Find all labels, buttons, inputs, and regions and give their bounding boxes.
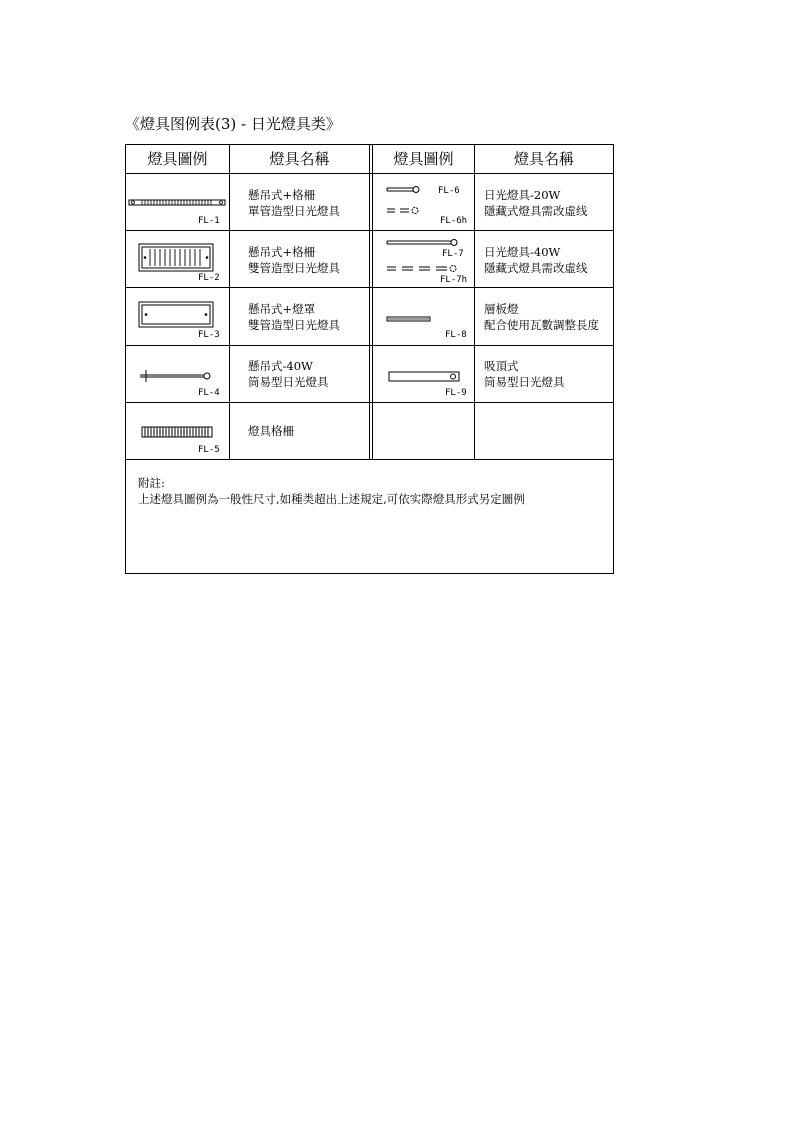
header-symbol-right: 燈具圖例 (393, 150, 454, 168)
symbol-fl-9 (373, 346, 474, 402)
page-title: 《燈具图例表(3) - 日光燈具类》 (125, 115, 341, 133)
header-name-right: 燈具名稱 (513, 150, 574, 168)
symbol-fl-3 (126, 288, 229, 345)
fl-1-code: FL-1 (198, 216, 220, 226)
notes-section (138, 475, 525, 507)
symbol-fl-7 (373, 231, 474, 287)
symbol-fl-8 (373, 288, 474, 345)
fl-6h-code: FL-6h (440, 216, 468, 226)
symbol-fl-5 (126, 403, 229, 459)
symbol-fl-1 (126, 174, 229, 230)
fl-4-code: FL-4 (198, 388, 220, 398)
header-symbol-left: 燈具圖例 (147, 150, 208, 168)
fl-2-name: 懸吊式+格柵 雙管造型日光燈具 (248, 245, 340, 275)
fl-7-name: 日光燈具-40W 隱藏式燈具需改虛线 (484, 245, 588, 275)
notes-text: 上述燈具圖例為一般性尺寸,如種类超出上述規定,可依实際燈具形式另定圖例 (138, 492, 525, 506)
fl-7h-code: FL-7h (440, 275, 468, 285)
fl-7-code: FL-7 (442, 249, 464, 259)
fl-6-code: FL-6 (438, 186, 460, 196)
symbol-fl-2 (126, 231, 229, 287)
notes-label: 附註: (138, 476, 165, 490)
fl-9-name: 吸頂式 筒易型日光燈具 (484, 359, 565, 389)
fl-5-name: 燈具格柵 (248, 424, 294, 438)
symbol-fl-6 (373, 174, 474, 230)
fl-4-name: 懸吊式-40W 筒易型日光燈具 (248, 359, 329, 389)
fl-8-name: 層板燈 配合使用瓦數調整長度 (484, 302, 599, 332)
fl-2-code: FL-2 (198, 273, 220, 283)
header-name-left: 燈具名稱 (269, 150, 330, 168)
fl-6-name: 日光燈具-20W 隱藏式燈具需改虛线 (484, 188, 588, 218)
fl-3-code: FL-3 (198, 330, 220, 340)
symbol-fl-4 (126, 346, 229, 402)
lighting-legend-table (125, 144, 614, 574)
fl-5-code: FL-5 (198, 445, 220, 455)
fl-3-name: 懸吊式+燈罩 雙管造型日光燈具 (248, 302, 340, 332)
fl-1-name: 懸吊式+格柵 單管造型日光燈具 (248, 188, 340, 218)
fl-8-code: FL-8 (445, 330, 467, 340)
fl-9-code: FL-9 (445, 388, 467, 398)
